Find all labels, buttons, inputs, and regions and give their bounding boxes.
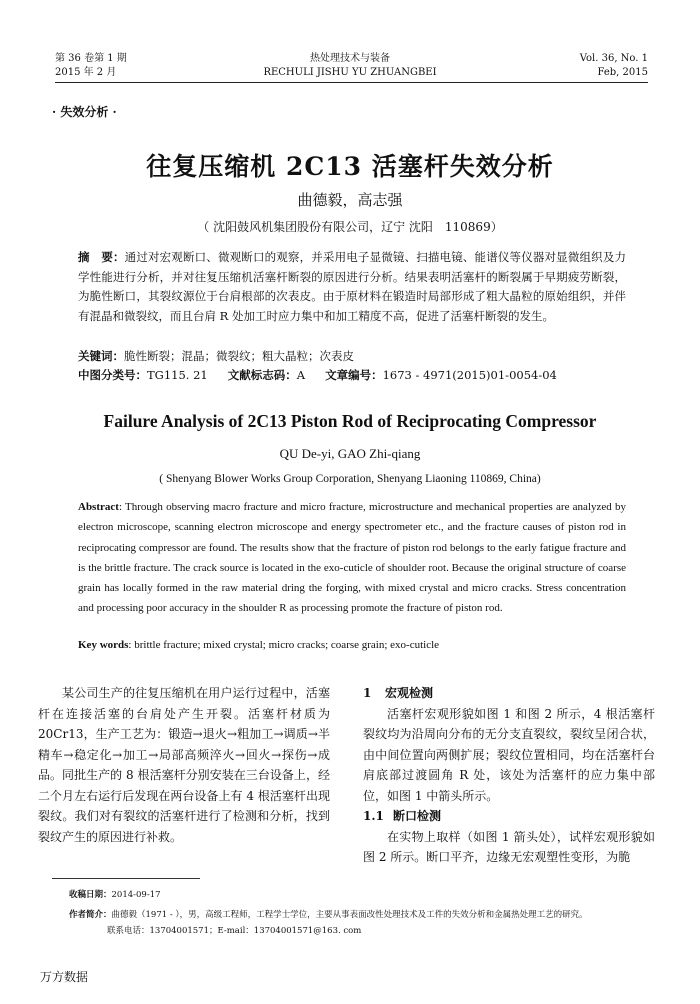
author-bio-value: 曲德毅（1971 - ），男，高级工程师，工程学士学位，主要从事表面改性处理技术及工件的失效分析和金属热处理工艺的研究。 bbox=[111, 910, 588, 920]
affiliation-cn: （ 沈阳鼓风机集团股份有限公司，辽宁 沈阳 110869） bbox=[197, 220, 503, 234]
section-1-paragraph: 活塞杆宏观形貌如图 1 和图 2 所示，4 根活塞杆裂纹均为沿周向分布的无分支直裂纹，裂纹呈闭合状，由中间位置向两侧扩展；裂纹位置相同，均在活塞杆台肩底部过渡圆角 R 处，该处为活塞杆的应力集中部位，如图 1 中箭头所示。 bbox=[363, 706, 655, 803]
keywords-en bbox=[78, 635, 626, 655]
abstract-en-label: Abstract bbox=[78, 501, 119, 513]
abstract-cn-label: 摘 要： bbox=[78, 250, 125, 264]
abstract-cn-text: 通过对宏观断口、微观断口的观察，并采用电子显微镜、扫描电镜、能谱仪等仪器对显微组织及力学性能进行分析，并对往复压缩机活塞杆断裂的原因进行分析。结果表明活塞杆的断裂属于早期疲劳断裂，为脆性断口，其裂纹源位于台肩根部的次表皮。由于原材料在锻造时局部形成了粗大晶粒的原始组织，并伴有混晶和微裂纹，而且台肩 R 处加工时应力集中和加工精度不高，促进了活塞杆断裂的发生。 bbox=[78, 250, 626, 323]
section-1-heading bbox=[363, 683, 655, 704]
header-date-en: Feb, 2015 bbox=[597, 67, 648, 78]
intro-paragraph: 某公司生产的往复压缩机在用户运行过程中，活塞杆在连接活塞的台肩处产生开裂。活塞杆材质为 20Cr13，生产工艺为：锻造→退火→粗加工→调质→半精车→稳定化→加工→局部高频淬火→回火→探伤→成品。同批生产的 8 根活塞杆分别安装在三台设备上，经二个月左右运行后发现在两台设备上有 4 根活塞杆出现裂纹。我们对有裂纹的活塞杆进行了检测和分析，找到裂纹产生的原因进行补救。 bbox=[38, 686, 330, 844]
header-volume-info-en bbox=[580, 52, 648, 80]
doc-code-label: 文献标志码： bbox=[227, 368, 297, 382]
section-1-1-paragraph: 在实物上取样（如图 1 箭头处），试样宏观形貌如图 2 所示。断口平齐，边缘无宏观塑性变形，为脆 bbox=[363, 829, 655, 864]
body-column-left bbox=[38, 683, 330, 847]
affiliation-en: ( Shenyang Blower Works Group Corporation, Shenyang Liaoning 110869, China) bbox=[159, 473, 541, 485]
received-value: 2014-09-17 bbox=[111, 890, 161, 900]
authors-cn: 曲德毅，高志强 bbox=[297, 191, 403, 209]
keywords-en-label: Key words bbox=[78, 639, 129, 651]
watermark-text: 万方数据 bbox=[40, 970, 89, 984]
abstract-en-text: : Through observing macro fracture and micro fracture, microstructure and mechanical properties are analyzed by electron microscope, scanning electron microscope and energy spectrometer etc., and the fracture causes of piston rod in reciprocating compressor are found. The results show that the fracture of piston rod belongs to the early fatigue fracture and is the brittle fracture. The crack source is located in the exo-cuticle of shoulder root. Because the original structure of coarse grain has locally formed in the raw material dring the forging, with mixed crystal and micro cracks. Stress concentration and processing poor accuracy in the shoulder R as processing promote the fracture of piston rod. bbox=[78, 501, 626, 615]
keywords-en-text: : brittle fracture; mixed crystal; micro cracks; coarse grain; exo-cuticle bbox=[128, 639, 440, 651]
header-volume-en: Vol. 36, No. 1 bbox=[579, 53, 648, 64]
authors-en: QU De-yi, GAO Zhi-qiang bbox=[279, 446, 421, 461]
clc-value: TG115. 21 bbox=[147, 368, 208, 382]
article-no-value: 1673 - 4971(2015)01-0054-04 bbox=[382, 368, 557, 382]
author-bio-label: 作者简介： bbox=[69, 910, 112, 920]
section-1-title: 宏观检测 bbox=[385, 686, 434, 700]
section-tag: · 失效分析 · bbox=[52, 105, 117, 119]
doc-code-value: A bbox=[296, 368, 306, 382]
keywords-cn bbox=[78, 347, 626, 367]
classification-cn bbox=[78, 366, 638, 386]
clc-label: 中图分类号： bbox=[78, 368, 147, 382]
body-column-right bbox=[363, 683, 655, 868]
article-no-label: 文章编号： bbox=[325, 368, 383, 382]
abstract-cn bbox=[78, 248, 626, 326]
footnote-rule bbox=[52, 878, 200, 879]
header-volume: 第 36 卷第 1 期 bbox=[55, 53, 127, 64]
keywords-cn-text: 脆性断裂；混晶；微裂纹；粗大晶粒；次表皮 bbox=[124, 349, 354, 363]
paper-title-en: Failure Analysis of 2C13 Piston Rod of Reciprocating Compressor bbox=[103, 411, 597, 431]
footnote-author-bio bbox=[69, 909, 669, 921]
footnote-contact: 联系电话：13704001571；E-mail：13704001571@163. com bbox=[107, 926, 362, 936]
abstract-en bbox=[78, 497, 626, 619]
header-journal-pinyin: RECHULI JISHU YU ZHUANGBEI bbox=[263, 67, 437, 78]
footnote-received bbox=[69, 889, 669, 901]
section-1-1-number: 1.1 bbox=[363, 809, 384, 823]
paper-title-cn: 往复压缩机 2C13 活塞杆失效分析 bbox=[146, 152, 554, 181]
section-1-1-title: 断口检测 bbox=[393, 809, 442, 823]
header-rule bbox=[55, 82, 648, 83]
keywords-cn-label: 关键词： bbox=[78, 349, 124, 363]
header-journal-cn: 热处理技术与装备 bbox=[310, 53, 390, 64]
received-label: 收稿日期： bbox=[69, 890, 112, 900]
section-1-1-heading bbox=[363, 806, 655, 827]
header-date-cn: 2015 年 2 月 bbox=[55, 67, 117, 78]
section-1-number: 1 bbox=[363, 686, 372, 700]
